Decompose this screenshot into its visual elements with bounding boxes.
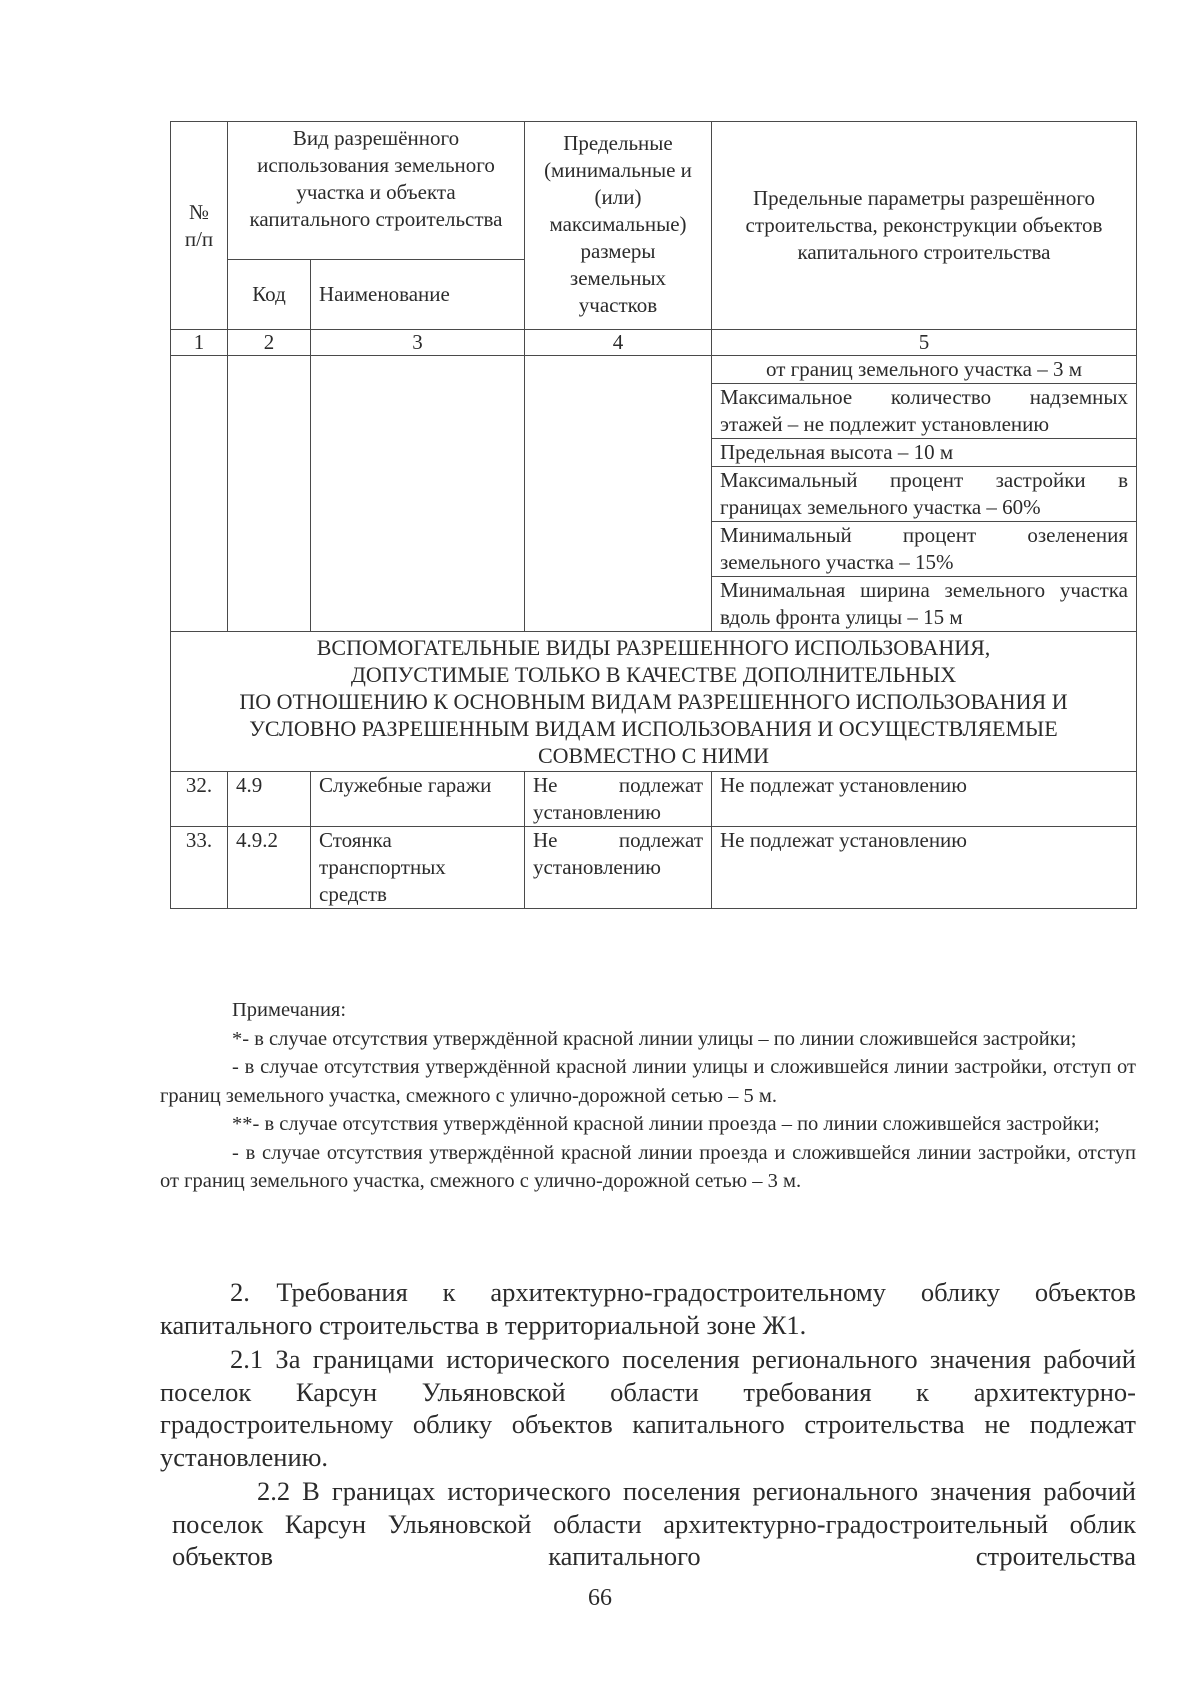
section-heading-line: ВСПОМОГАТЕЛЬНЫЕ ВИДЫ РАЗРЕШЕННОГО ИСПОЛЬЗОВАНИЯ, [316, 635, 991, 660]
param-cell: Минимальная ширина земельного участка вдоль фронта улицы – 15 м [712, 577, 1137, 632]
param-cell: Максимальное количество надземных этажей – не подлежит установлению [712, 384, 1137, 439]
column-number: 1 [171, 330, 228, 356]
header-type: Вид разрешённого использования земельного участка и объекта капитального строительства [228, 122, 525, 260]
header-name: Наименование [311, 260, 525, 330]
table-row [171, 772, 1137, 827]
section-2-heading: 2. Требования к архитектурно-градостроительному облику объектов капитального строительства в территориальной зоне Ж1. [160, 1277, 1136, 1340]
column-number: 4 [525, 330, 712, 356]
note-item: - в случае отсутствия утверждённой красной линии проезда и сложившейся линии застройки, отступ от границ земельного участка, смежного с улично-дорожной сетью – 3 м. [160, 1141, 1136, 1192]
row-code: 4.9 [228, 772, 311, 827]
note-item: *- в случае отсутствия утверждённой красной линии улицы – по линии сложившейся застройки; [232, 1027, 1077, 1050]
row-name: Стоянка транспортных средств [311, 827, 525, 909]
section-heading-line: ПО ОТНОШЕНИЮ К ОСНОВНЫМ ВИДАМ РАЗРЕШЕННОГО ИСПОЛЬЗОВАНИЯ И [239, 689, 1068, 714]
empty-cell [228, 356, 311, 632]
page-number: 66 [588, 1585, 612, 1611]
column-number: 2 [228, 330, 311, 356]
row-num: 32. [171, 772, 228, 827]
section-heading-line: СОВМЕСТНО С НИМИ [537, 743, 770, 768]
header-code: Код [228, 260, 311, 330]
table-row [171, 827, 1137, 909]
empty-cell [171, 356, 228, 632]
row-params: Не подлежат установлению [712, 827, 1137, 909]
column-number: 5 [712, 330, 1137, 356]
row-code: 4.9.2 [228, 827, 311, 909]
row-name: Служебные гаражи [311, 772, 525, 827]
table-row-continued [171, 356, 1137, 384]
notes-block [160, 996, 1136, 1196]
table-header-row [171, 122, 1137, 260]
regulations-table [170, 121, 1137, 909]
note-item: **- в случае отсутствия утверждённой красной линии проезда – по линии сложившейся застройки; [232, 1113, 1100, 1135]
row-size: Не подлежат установлению [525, 772, 712, 827]
header-size: Предельные (минимальные и (или) максимальные) размеры земельных участков [525, 122, 712, 330]
paragraph-2-2: 2.2 В границах исторического поселения регионального значения рабочий поселок Карсун Ульяновской области архитектурно-градостроительный облик объектов капитального строительства [172, 1476, 1136, 1571]
row-num: 33. [171, 827, 228, 909]
empty-cell [311, 356, 525, 632]
header-num: № п/п [171, 122, 228, 330]
note-item: - в случае отсутствия утверждённой красной линии улицы и сложившейся линии застройки, отступ от границ земельного участка, смежного с улично-дорожной сетью – 5 м. [160, 1056, 1136, 1107]
section-heading-line: УСЛОВНО РАЗРЕШЕННЫМ ВИДАМ ИСПОЛЬЗОВАНИЯ И ОСУЩЕСТВЛЯЕМЫЕ [249, 716, 1058, 741]
header-params: Предельные параметры разрешённого строительства, реконструкции объектов капитального строительства [712, 122, 1137, 330]
notes-title: Примечания: [232, 999, 347, 1021]
param-cell: от границ земельного участка – 3 м [712, 356, 1137, 384]
section-heading-line: ДОПУСТИМЫЕ ТОЛЬКО В КАЧЕСТВЕ ДОПОЛНИТЕЛЬНЫХ [350, 662, 957, 687]
section-heading-row [171, 632, 1137, 772]
row-params: Не подлежат установлению [712, 772, 1137, 827]
param-cell: Предельная высота – 10 м [712, 439, 1137, 467]
section-heading [171, 632, 1137, 772]
paragraph-2-1: 2.1 За границами исторического поселения регионального значения рабочий поселок Карсун Ульяновской области требования к архитектурно-градостроительному облику объектов капитального строительства не подлежат установлению. [160, 1344, 1136, 1472]
column-number: 3 [311, 330, 525, 356]
body-text [160, 1276, 1136, 1573]
param-cell: Минимальный процент озеленения земельного участка – 15% [712, 522, 1137, 577]
row-size: Не подлежат установлению [525, 827, 712, 909]
column-numbers-row [171, 330, 1137, 356]
param-cell: Максимальный процент застройки в границах земельного участка – 60% [712, 467, 1137, 522]
empty-cell [525, 356, 712, 632]
